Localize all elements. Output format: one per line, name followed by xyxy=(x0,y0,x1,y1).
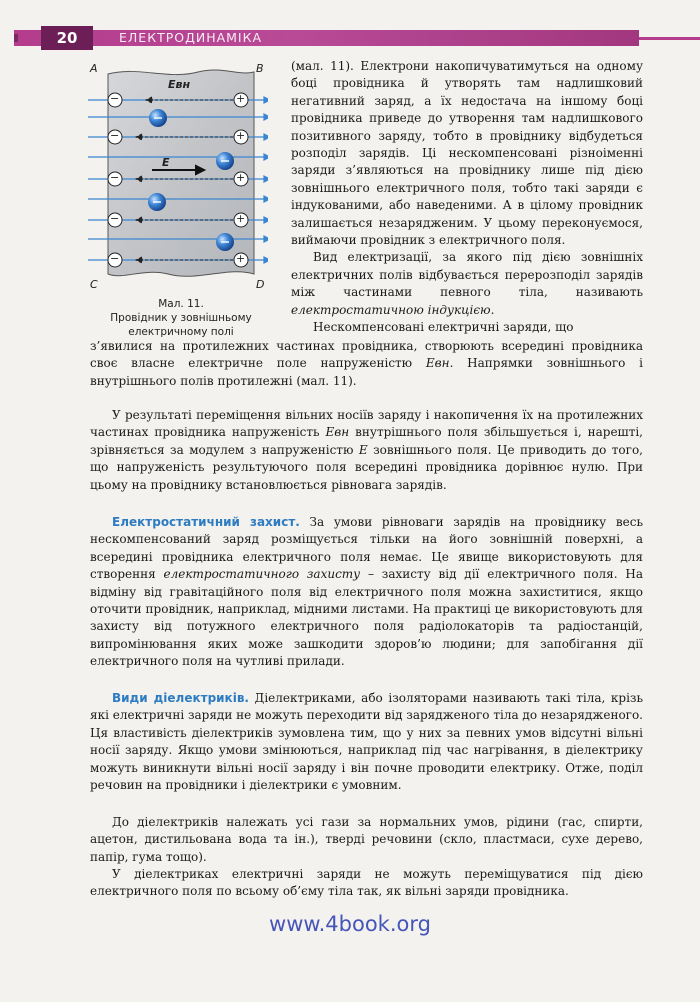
section-dielectrics: Види діелектриків. Діелектриками, або ізоляторами називають такі тіла, крізь які електричні заряди не можуть переходити від зарядженого тіла до незарядженого. Ця властивість діелектриків зумовлена тим, що у них за певних умов відсутні вільні носії заряду. Якщо умови змінюються, наприклад під час нагрівання, в діелектрику можуть виникнути вільні носії заряду і він почне проводити електрику. Отже, поділ речовин на провідники і діелектрики є умовним. xyxy=(90,691,643,793)
paragraph: Нескомпенсовані електричні заряди, що xyxy=(313,320,574,335)
label-E: E xyxy=(162,156,170,169)
plus-sign: + xyxy=(236,171,246,184)
paragraph: У діелектриках електричні заряди не можуть переміщуватися під дією електричного поля по всьому об’єму тіла так, як вільні заряди провідника. xyxy=(90,867,643,899)
label-E-inner: Eвн xyxy=(168,78,191,91)
plus-sign: + xyxy=(236,92,246,105)
chapter-title: ЕЛЕКТРОДИНАМІКА xyxy=(119,30,263,45)
paragraph: У результаті переміщення вільних носіїв заряду і накопичення їх на протилежних частинах провідника напруженість Eвн внутрішнього поля збільшується і, нарешті, зрівняється за модулем з напруженістю E зовнішнього поля. Це приводить до того, що напруженість результуючого поля всередині провідника дорівнює нулю. При цьому на провіднику встановлюється рівновага зарядів. xyxy=(90,408,643,492)
corner-B: B xyxy=(256,62,264,75)
margin-mark xyxy=(14,34,18,42)
section-heading: Електростатичний захист. xyxy=(112,515,300,529)
page-number: 20 xyxy=(41,26,93,50)
minus-sign: − xyxy=(110,171,120,184)
paragraph: (мал. 11). Електрони накопичуватимуться на одному боці провідника й утворять там надлишковий негативний заряд, а їх недостача на іншому боці провідника приведе до утворення там надлишкового позитивного заряду, тобто в провіднику відбудеться розподіл зарядів. Ці нескомпенсовані різноіменні заряди з’являються на провіднику лише під дією зовнішнього електричного поля, тобто такі заряди є індукованими, або наведеними. А в цілому провідник залишається незарядженим. У цьому переконуємося, виймаючи провідник з електричного поля. xyxy=(291,59,643,248)
corner-A: A xyxy=(90,62,98,75)
minus-sign: − xyxy=(110,129,120,142)
term: електростатичного захисту xyxy=(163,567,361,582)
paragraph: з’явилися на протилежних частинах провідника, створюють всередині провідника своє власне електричне поле напруженістю Eвн. Напрямки зовнішнього і внутрішнього полів протилежні (мал. 11). xyxy=(90,339,643,388)
caption-line: електричному полі xyxy=(128,326,234,338)
term: електростатичною індукцією xyxy=(291,302,491,317)
section-electrostatic-shielding: Електростатичний захист. За умови рівноваги зарядів на провіднику весь нескомпенсований заряд розміщується тільки на його зовнішній поверхні, а всередині провідника електричного поля немає. Це явище використовують для створення електростатичного захисту – захисту від дії електричного поля. На відміну від гравітаційного поля від електричного поля можна захиститися, якщо оточити провідник, наприклад, мідними листами. На практиці це використовують для захисту від потужного електричного поля радіолокаторів та радіостанцій, випромінювання яких може зашкодити здоров’ю людини; для запобігання дії електричного поля на чутливі прилади. xyxy=(90,515,643,669)
corner-C: C xyxy=(90,278,98,291)
paragraph: Вид електризації, за якого під дією зовнішніх електричних полів відбувається перерозподіл зарядів між частинами певного тіла, називають електростатичною індукцією. xyxy=(291,250,643,317)
header-rule xyxy=(639,37,700,40)
plus-sign: + xyxy=(236,252,246,265)
caption-number: Мал. 11. xyxy=(158,298,204,310)
right-column-text xyxy=(291,58,643,337)
caption-line: Провідник у зовнішньому xyxy=(110,312,252,324)
vector-Evn: Eвн xyxy=(325,425,350,440)
paragraph: До діелектриків належать усі гази за нормальних умов, рідини (гас, спирти, ацетон, дистильована вода та ін.), тверді речовини (скло, пластмаси, сухе дерево, папір, гума тощо). xyxy=(90,815,643,864)
minus-sign: − xyxy=(110,212,120,225)
plus-sign: + xyxy=(236,212,246,225)
minus-sign: − xyxy=(110,252,120,265)
watermark-url: www.4book.org xyxy=(269,912,431,936)
header-bar xyxy=(14,30,639,46)
page-header xyxy=(0,26,700,50)
vector-E: E xyxy=(358,442,368,457)
corner-D: D xyxy=(256,278,265,291)
minus-sign: − xyxy=(110,92,120,105)
figure-caption xyxy=(92,297,270,339)
vector-Evn: Eвн xyxy=(425,356,450,371)
section-heading: Види діелектриків. xyxy=(112,691,249,705)
figure-conductor-in-field xyxy=(88,60,268,295)
plus-sign: + xyxy=(236,129,246,142)
